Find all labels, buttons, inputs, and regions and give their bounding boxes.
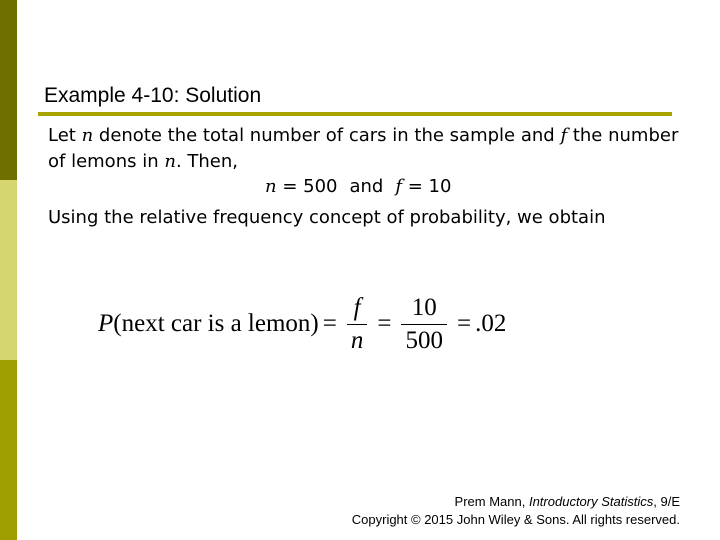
and-word: and	[349, 176, 384, 197]
paragraph-definition	[48, 123, 688, 175]
title-underline	[38, 112, 672, 116]
author-name: Prem Mann,	[454, 494, 529, 509]
formula-event: (next car is a lemon)	[113, 310, 319, 337]
fraction-f-over-n	[347, 294, 368, 355]
probability-formula	[98, 288, 506, 360]
slide-title: Example 4-10: Solution	[44, 84, 262, 107]
book-credit	[352, 493, 680, 511]
fraction-numerator: f	[353, 293, 361, 321]
copyright-footer	[352, 493, 680, 529]
text-segment: Let	[48, 125, 82, 146]
fraction-numerator: 10	[411, 293, 437, 321]
fraction-10-over-500	[401, 294, 447, 355]
variable-n: n	[265, 176, 277, 197]
book-title: Introductory Statistics	[528, 494, 654, 509]
variable-n: n	[81, 125, 94, 146]
n-value: = 500	[276, 176, 338, 197]
sidebar-accent-top	[0, 0, 17, 180]
text-segment: denote the total number of cars in the sample and	[93, 125, 561, 146]
formula-equals: =	[456, 310, 472, 337]
book-edition: , 9/E	[653, 494, 680, 509]
formula-p: P	[98, 310, 114, 337]
sidebar-accent-middle	[0, 180, 17, 360]
fraction-denominator: 500	[401, 324, 447, 355]
given-values-line	[265, 176, 451, 197]
variable-n: n	[164, 151, 176, 172]
paragraph-concept: Using the relative frequency concept of probability, we obtain	[48, 207, 606, 228]
fraction-denominator: n	[347, 324, 368, 355]
formula-equals: =	[322, 310, 337, 337]
copyright-line: Copyright © 2015 John Wiley & Sons. All rights reserved.	[351, 512, 680, 527]
variable-f: f	[395, 176, 403, 197]
variable-f: f	[560, 125, 568, 146]
sidebar-accent-bottom	[0, 360, 17, 540]
f-value: = 10	[402, 176, 452, 197]
formula-result: .02	[475, 310, 507, 337]
formula-equals: =	[377, 310, 392, 337]
text-segment: . Then,	[175, 151, 238, 172]
text-segment: the number of lemons in	[48, 125, 679, 172]
